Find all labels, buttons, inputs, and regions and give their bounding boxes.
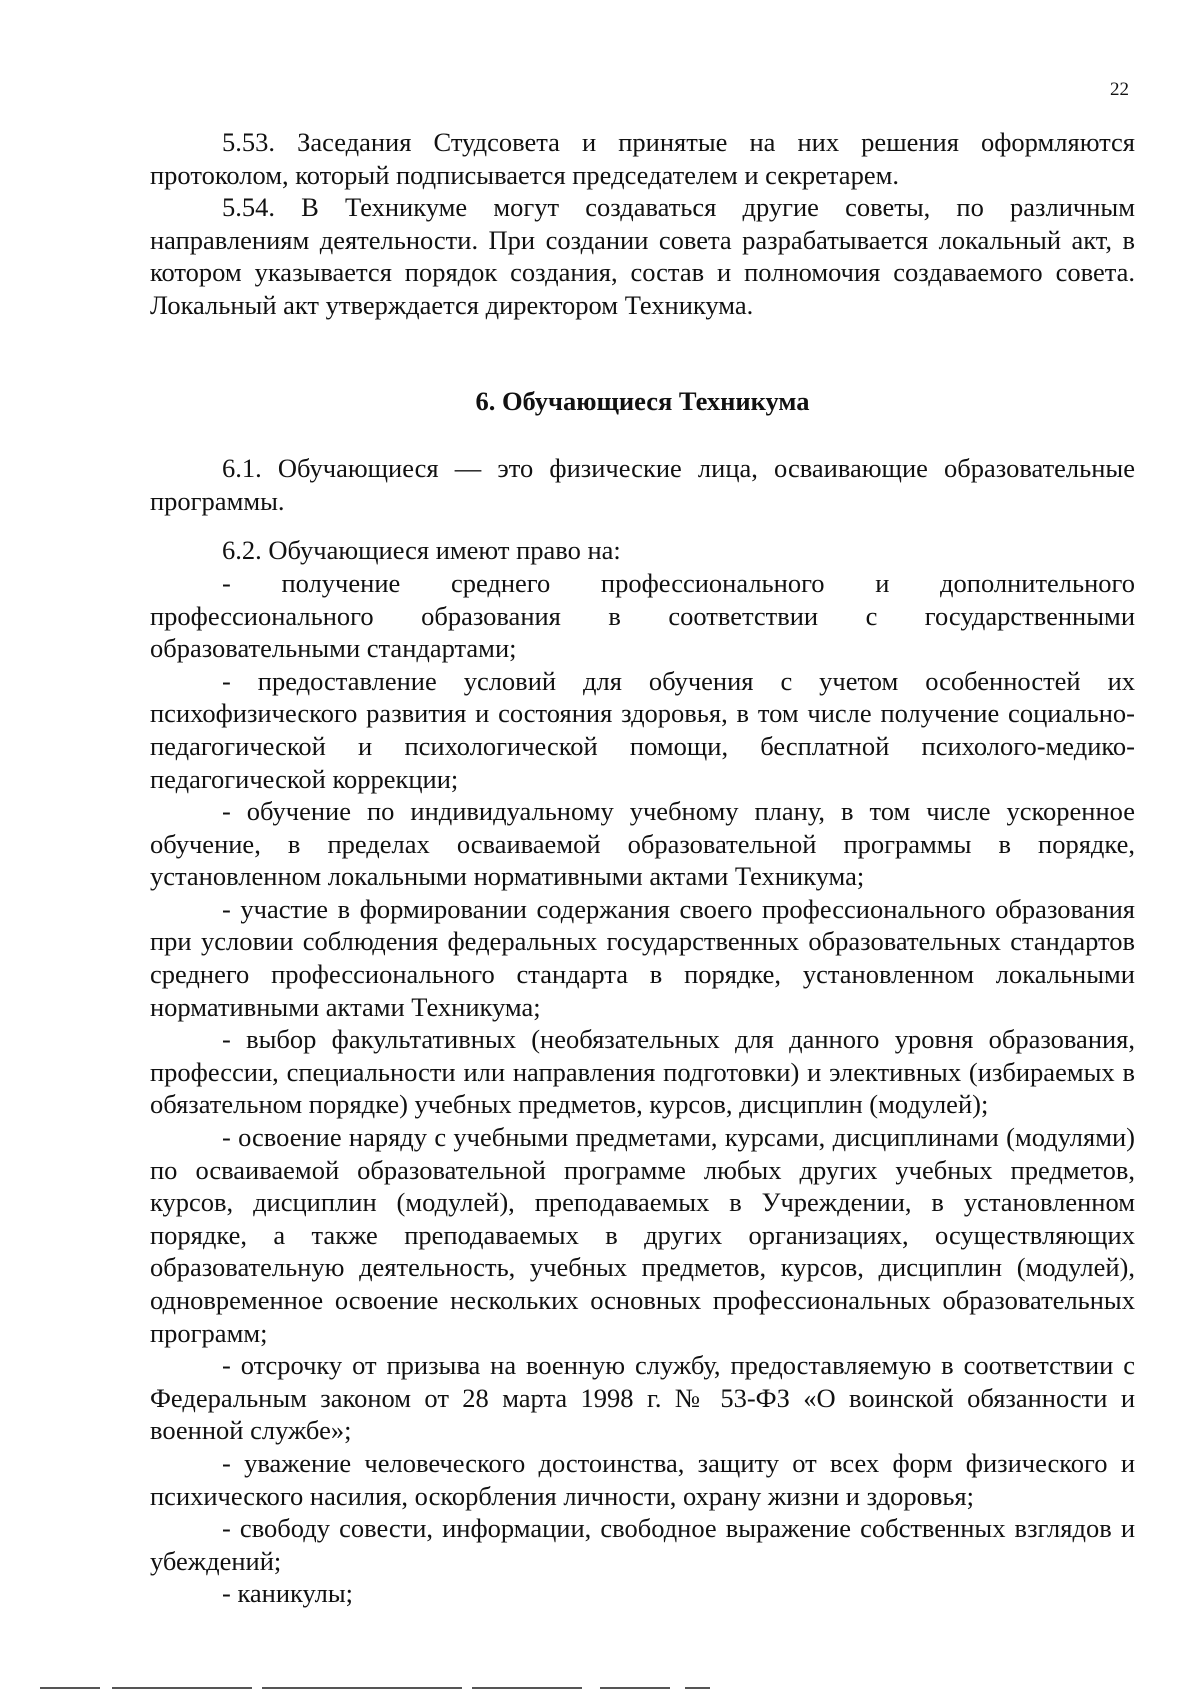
scan-edge-line	[262, 1687, 462, 1689]
paragraph-5-53: 5.53. Заседания Студсовета и принятые на них решения оформляются протоколом, который подписывается председателем и секретарем.	[150, 127, 1135, 190]
right-item-freedom: - свободу совести, информации, свободное выражение собственных взглядов и убеждений;	[150, 1513, 1135, 1576]
right-item-education: - получение среднего профессионального и дополнительного профессионального образования в соответствии с государственными образовательными стандартами;	[150, 567, 1135, 664]
right-item-dignity: - уважение человеческого достоинства, защиту от всех форм физического и психического насилия, оскорбления личности, охрану жизни и здоровья;	[150, 1447, 1135, 1511]
right-item-conditions: - предоставление условий для обучения с учетом особенностей их психофизического развития и состояния здоровья, в том числе получение социально-педагогической и психологической помощи, бесплатной психолого-медико-педагогической коррекции;	[150, 665, 1135, 794]
scan-edge-line	[685, 1687, 710, 1689]
right-item-participation: - участие в формировании содержания своего профессионального образования при условии соблюдения федеральных государственных образовательных стандартов среднего профессионального стандарта в порядке, установленном локальными нормативными актами Техникума;	[150, 893, 1135, 1022]
right-item-holidays: - каникулы;	[222, 1578, 354, 1609]
page-number: 22	[1110, 79, 1129, 100]
scan-edge-line	[600, 1687, 670, 1689]
right-item-individual-plan: - обучение по индивидуальному учебному плану, в том числе ускоренное обучение, в пределах осваиваемой образовательной программы в порядке, установленном локальными нормативными актами Техникума;	[150, 796, 1135, 892]
right-item-electives: - выбор факультативных (необязательных для данного уровня образования, профессии, специальности или направления подготовки) и элективных (избираемых в обязательном порядке) учебных предметов, курсов, дисциплин (модулей);	[150, 1024, 1135, 1120]
scan-edge-line	[40, 1687, 100, 1689]
paragraph-5-54: 5.54. В Техникуме могут создаваться другие советы, по различным направлениям деятельности. При создании совета разрабатывается локальный акт, в котором указывается порядок создания, состав и полномочия создаваемого совета. Локальный акт утверждается директором Техникума.	[150, 192, 1135, 320]
scan-edge-line	[472, 1687, 582, 1689]
scan-edge-line	[112, 1687, 252, 1689]
paragraph-6-2: 6.2. Обучающиеся имеют право на:	[222, 535, 621, 566]
paragraph-6-1: 6.1. Обучающиеся — это физические лица, осваивающие образовательные программы.	[150, 453, 1135, 516]
right-item-military-deferment: - отсрочку от призыва на военную службу, предоставляемую в соответствии с Федеральным законом от 28 марта 1998 г. № 53-ФЗ «О воинской обязанности и военной службе»;	[150, 1350, 1135, 1446]
document-body	[150, 126, 1135, 1610]
section-heading: 6. Обучающиеся Техникума	[475, 385, 810, 416]
right-item-additional-subjects: - освоение наряду с учебными предметами, курсами, дисциплинами (модулями) по осваиваемой образовательной программе любых других учебных предметов, курсов, дисциплин (модулей), преподаваемых в Учреждении, в установленном порядке, а также преподаваемых в других организациях, осуществляющих образовательную деятельность, учебных предметов, курсов, дисциплин (модулей), одновременное освоение нескольких основных профессиональных образовательных программ;	[150, 1122, 1135, 1348]
